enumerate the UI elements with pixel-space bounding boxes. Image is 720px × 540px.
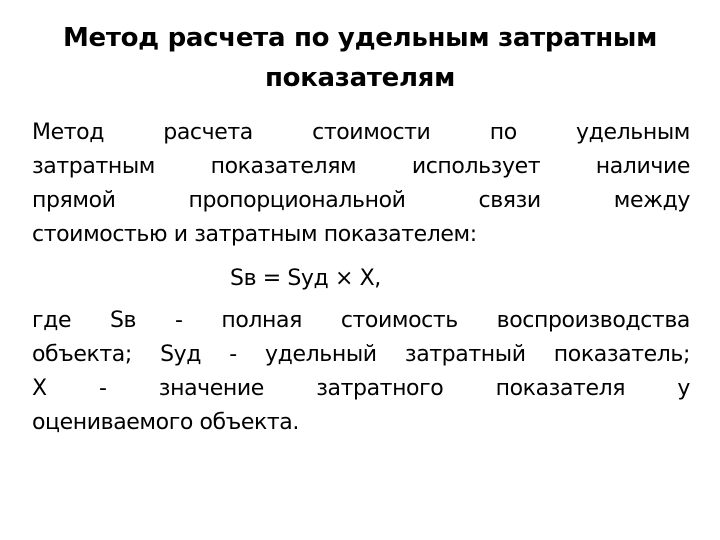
formula: Sв = Sуд × X, [230,266,381,291]
title-line-1: Метод расчета по удельным затратным [62,23,658,53]
paragraph-2-line: где Sв - полная стоимость воспроизводства [32,308,690,333]
slide-title [30,18,690,98]
paragraph-1-line: затратным показателям использует наличие [32,154,690,179]
paragraph-2-line: объекта; Sуд - удельный затратный показатель; [32,342,690,367]
paragraph-1-line: Метод расчета стоимости по удельным [32,120,690,145]
paragraph-2-line: X - значение затратного показателя у [32,376,690,401]
title-line-2: показателям [264,63,456,93]
paragraph-1-line: прямой пропорциональной связи между [32,188,690,213]
paragraph-1-line: стоимостью и затратным показателем: [32,222,477,247]
paragraph-2-line: оцениваемого объекта. [32,410,299,435]
slide-body [32,116,690,440]
